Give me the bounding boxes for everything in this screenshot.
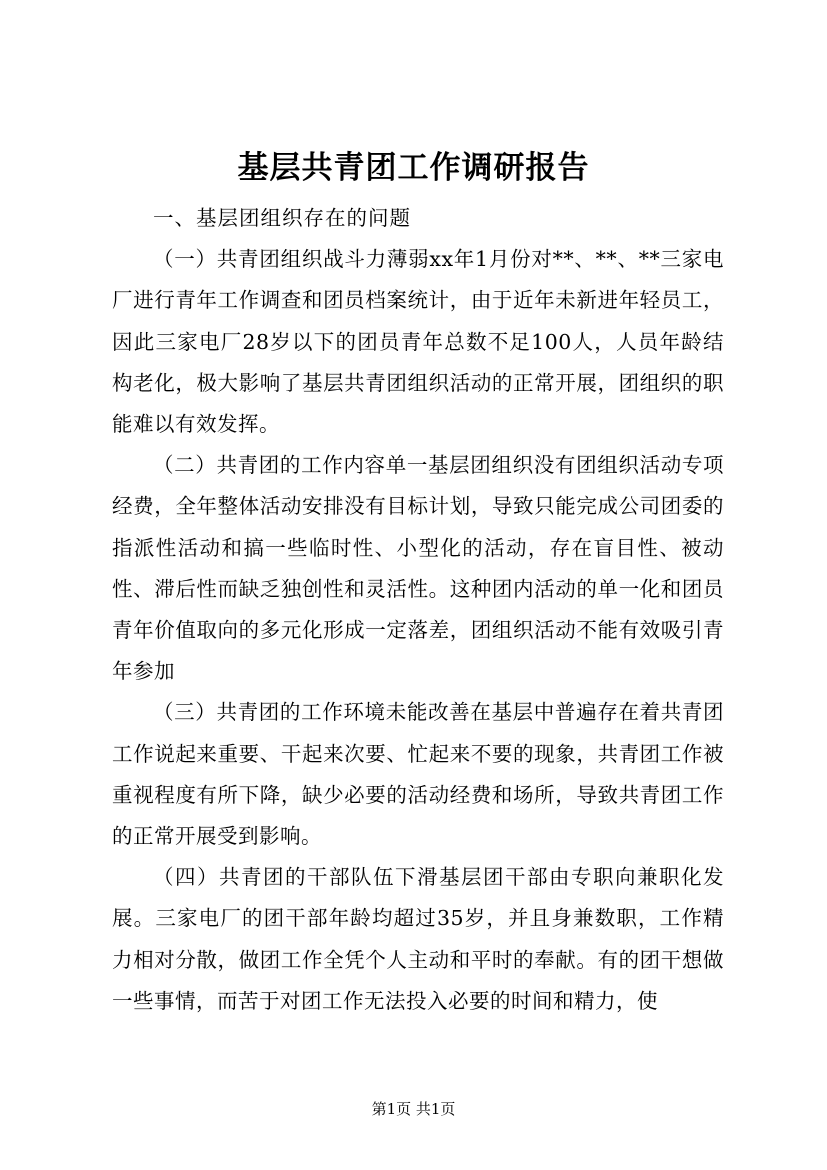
document-body — [112, 198, 724, 1022]
paragraph-1: （一）共青团组织战斗力薄弱xx年1月份对**、**、**三家电厂进行青年工作调查和团员档案统计，由于近年未新进年轻员工，因此三家电厂28岁以下的团员青年总数不足100人，人员年龄结构老化，极大影响了基层共青团组织活动的正常开展，团组织的职能难以有效发挥。 — [112, 247, 724, 437]
section-heading: 一、基层团组织存在的问题 — [153, 206, 411, 230]
paragraph-3: （三）共青团的工作环境未能改善在基层中普遍存在着共青团工作说起来重要、干起来次要、忙起来不要的现象，共青团工作被重视程度有所下降，缺少必要的活动经费和场所，导致共青团工作的正常开展受到影响。 — [112, 700, 724, 849]
page-number-footer: 第1页 共1页 — [371, 1100, 456, 1118]
paragraph-2: （二）共青团的工作内容单一基层团组织没有团组织活动专项经费，全年整体活动安排没有目标计划，导致只能完成公司团委的指派性活动和搞一些临时性、小型化的活动，存在盲目性、被动性、滞后性而缺乏独创性和灵活性。这种团内活动的单一化和团员青年价值取向的多元化形成一定落差，团组织活动不能有效吸引青年参加 — [112, 453, 724, 684]
document-title: 基层共青团工作调研报告 — [237, 150, 590, 186]
paragraph-4: （四）共青团的干部队伍下滑基层团干部由专职向兼职化发展。三家电厂的团干部年龄均超过35岁，并且身兼数职，工作精力相对分散，做团工作全凭个人主动和平时的奉献。有的团干想做一些事情，而苦于对团工作无法投入必要的时间和精力，使 — [112, 865, 724, 1013]
